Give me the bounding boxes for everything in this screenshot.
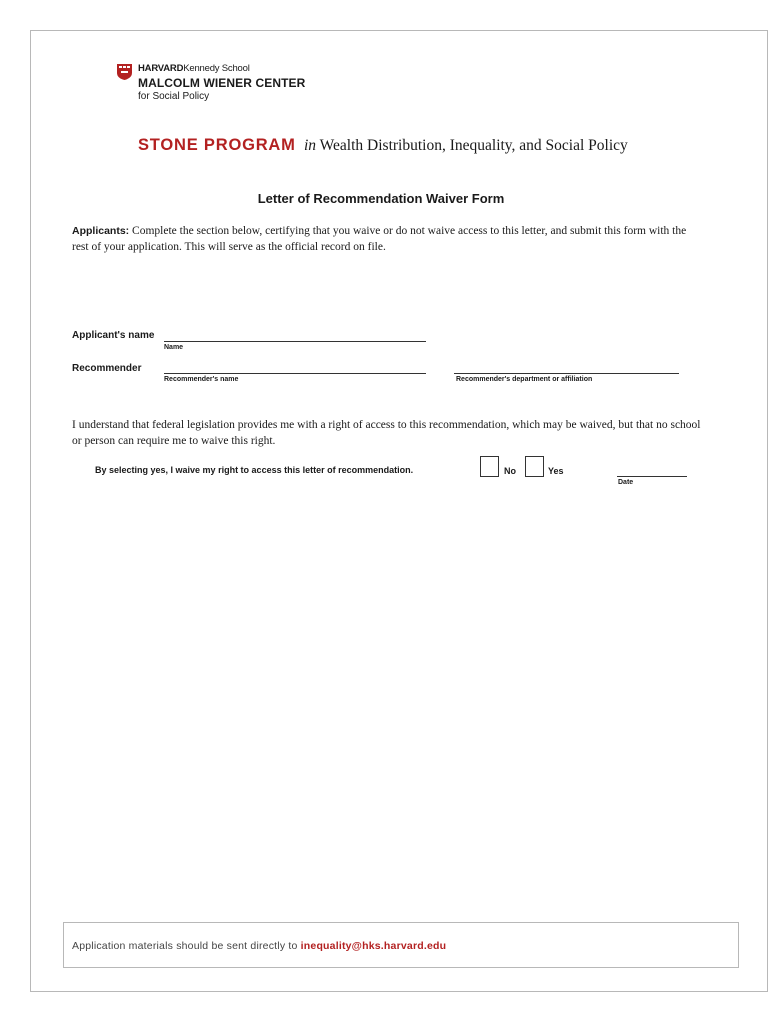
intro-paragraph bbox=[72, 223, 702, 255]
recommender-dept-caption: Recommender's department or affiliation bbox=[456, 376, 593, 383]
program-in: in bbox=[304, 137, 317, 154]
date-field[interactable] bbox=[617, 476, 687, 477]
no-label: No bbox=[504, 466, 516, 476]
logo-center: MALCOLM WIENER CENTER bbox=[138, 76, 306, 90]
program-name: STONE PROGRAM bbox=[138, 136, 296, 154]
program-tagline-text: Wealth Distribution, Inequality, and Social Policy bbox=[316, 137, 628, 154]
date-caption: Date bbox=[618, 479, 634, 486]
logo-kennedy: Kennedy School bbox=[183, 63, 250, 74]
logo-school-line bbox=[138, 63, 250, 74]
recommender-dept-field[interactable] bbox=[454, 373, 679, 374]
footer-email-link[interactable]: inequality@hks.harvard.edu bbox=[300, 940, 447, 952]
waiver-statement: By selecting yes, I waive my right to access this letter of recommendation. bbox=[95, 465, 414, 475]
yes-label: Yes bbox=[548, 466, 564, 476]
no-checkbox[interactable] bbox=[480, 456, 499, 477]
harvard-shield-icon bbox=[117, 64, 132, 80]
applicant-caption: Name bbox=[164, 344, 184, 351]
applicant-label: Applicant's name bbox=[72, 330, 155, 341]
intro-text: Complete the section below, certifying that you waive or do not waive access to this letter, and submit this form with the rest of your application. This will serve as the official record on file. bbox=[72, 225, 687, 253]
recommender-name-field[interactable] bbox=[164, 373, 426, 374]
applicant-name-field[interactable] bbox=[164, 341, 426, 342]
recommender-name-caption: Recommender's name bbox=[164, 376, 239, 383]
footer-box bbox=[63, 922, 739, 968]
intro-lead: Applicants: bbox=[72, 225, 130, 237]
yes-checkbox[interactable] bbox=[525, 456, 544, 477]
document-page bbox=[30, 30, 768, 992]
footer-text-line bbox=[72, 940, 446, 952]
form-title: Letter of Recommendation Waiver Form bbox=[257, 191, 505, 206]
footer-text: Application materials should be sent directly to bbox=[72, 940, 301, 952]
recommender-label: Recommender bbox=[72, 363, 142, 374]
rights-statement: I understand that federal legislation provides me with a right of access to this recommendation, which may be waived, but that no school or person can require me to waive this right. bbox=[72, 419, 701, 447]
logo-sub: for Social Policy bbox=[138, 91, 210, 102]
program-tagline bbox=[304, 137, 628, 155]
logo-harvard: HARVARD bbox=[138, 63, 184, 74]
